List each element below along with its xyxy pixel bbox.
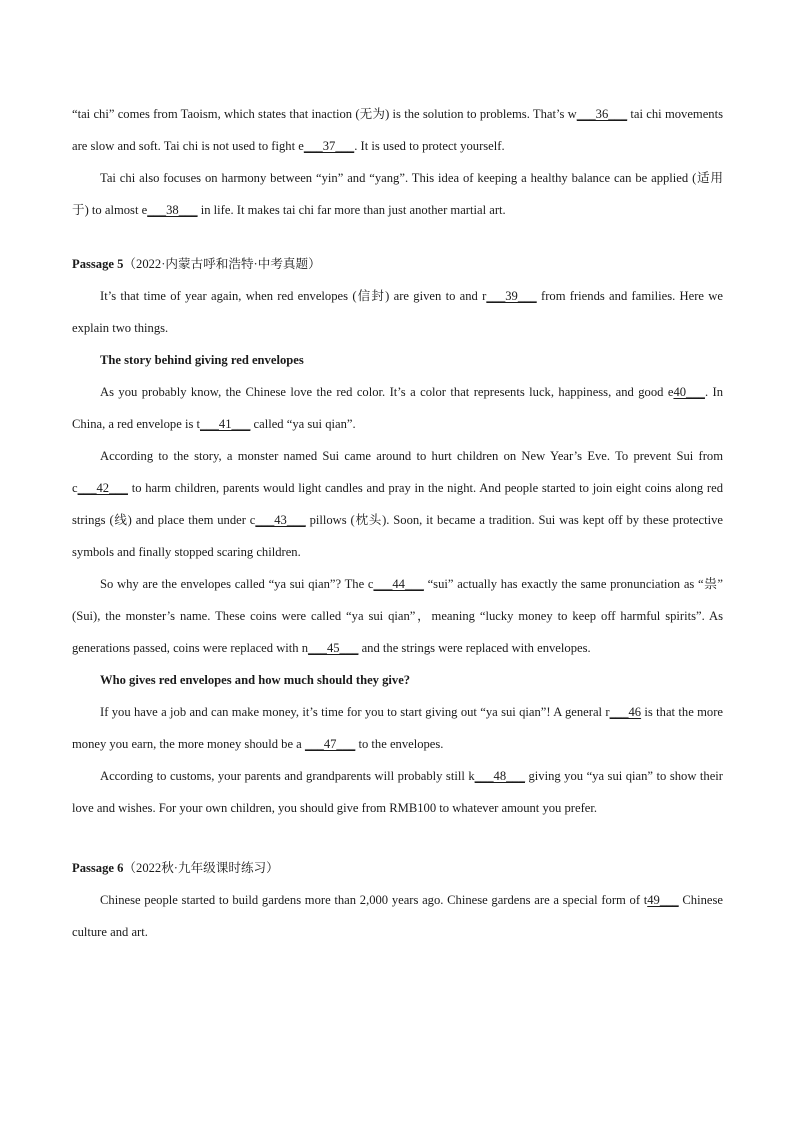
passage-5-title [72, 248, 723, 280]
passage-label: Passage 5 [72, 257, 124, 271]
blank-38[interactable]: ___38___ [147, 203, 198, 217]
text: . In China, a red envelope is t [72, 385, 723, 431]
text: giving you “ya sui qian” to show their love and wishes. For your own children, you should give from RMB100 to whatever amount you prefer. [72, 769, 723, 815]
blank-41[interactable]: ___41___ [200, 417, 251, 431]
paragraph-harmony [72, 162, 723, 226]
text: Tai chi also focuses on harmony between “yin” and “yang”. This idea of keeping a healthy balance can be applied (适用于) to almost e [72, 171, 723, 217]
text: to harm children, parents would light candles and pray in the night. And people started to join eight coins along red strings (线) and place them under c [72, 481, 723, 527]
blank-46[interactable]: ___46 [609, 705, 642, 719]
passage-label: Passage 6 [72, 861, 124, 875]
paragraph-job [72, 696, 723, 760]
text: Chinese people started to build gardens more than 2,000 years ago. Chinese gardens are a special form of t [100, 893, 648, 907]
text: “tai chi” comes from Taoism, which states that inaction (无为) is the solution to problems. That’s w [72, 107, 577, 121]
passage-6-title [72, 852, 723, 884]
text: So why are the envelopes called “ya sui qian”? The c [100, 577, 374, 591]
blank-37[interactable]: ___37___ [303, 139, 355, 153]
text: According to customs, your parents and grandparents will probably still k [100, 769, 475, 783]
text: and the strings were replaced with envelopes. [358, 641, 591, 655]
section-heading-story: The story behind giving red envelopes [100, 353, 304, 367]
document-page [72, 98, 723, 948]
text: called “ya sui qian”. [250, 417, 356, 431]
paragraph-taoism [72, 98, 723, 162]
blank-48[interactable]: ___48___ [474, 769, 525, 783]
section-heading-who-gives: Who gives red envelopes and how much should they give? [100, 673, 411, 687]
paragraph-intro [72, 280, 723, 344]
paragraph-red-color [72, 376, 723, 440]
text: is that the more money you earn, the more money should be a [72, 705, 724, 751]
text: According to the story, a monster named Sui came around to hurt children on New Year’s Eve. To prevent Sui from c [72, 449, 723, 495]
blank-49[interactable]: 49___ [647, 893, 679, 907]
paragraph-gardens [72, 884, 723, 948]
blank-42[interactable]: ___42___ [77, 481, 128, 495]
paragraph-customs [72, 760, 723, 824]
blank-47[interactable]: ___47___ [304, 737, 356, 751]
text: It’s that time of year again, when red envelopes (信封) are given to and r [100, 289, 487, 303]
blank-45[interactable]: ___45___ [308, 641, 359, 655]
paragraph-monster [72, 440, 723, 568]
blank-43[interactable]: ___43___ [255, 513, 306, 527]
text: Chinese culture and art. [72, 893, 723, 939]
blank-40[interactable]: 40___ [673, 385, 705, 399]
text: If you have a job and can make money, it’s time for you to start giving out “ya sui qian”! A general r [100, 705, 610, 719]
text: “sui” actually has exactly the same pronunciation as “祟” (Sui), the monster’s name. These coins were called “ya sui qian”，meaning “lucky money to keep off harmful spirits”. As generations passed, coins were replaced with n [72, 577, 723, 655]
text: tai chi movements are slow and soft. Tai chi is not used to fight e [72, 107, 724, 153]
passage-source: （2022秋·九年级课时练习） [123, 861, 279, 875]
text: to the envelopes. [355, 737, 444, 751]
passage-source: （2022·内蒙古呼和浩特·中考真题） [123, 257, 321, 271]
blank-39[interactable]: ___39___ [486, 289, 537, 303]
text: in life. It makes tai chi far more than just another martial art. [197, 203, 506, 217]
text: . It is used to protect yourself. [354, 139, 505, 153]
blank-44[interactable]: ___44___ [373, 577, 424, 591]
text: As you probably know, the Chinese love the red color. It’s a color that represents luck, happiness, and good e [100, 385, 674, 399]
text: from friends and families. Here we explain two things. [72, 289, 723, 335]
text: pillows (枕头). Soon, it became a tradition. Sui was kept off by these protective symbols and finally stopped scaring children. [72, 513, 723, 559]
blank-36[interactable]: ___36___ [576, 107, 628, 121]
paragraph-name-origin [72, 568, 723, 664]
